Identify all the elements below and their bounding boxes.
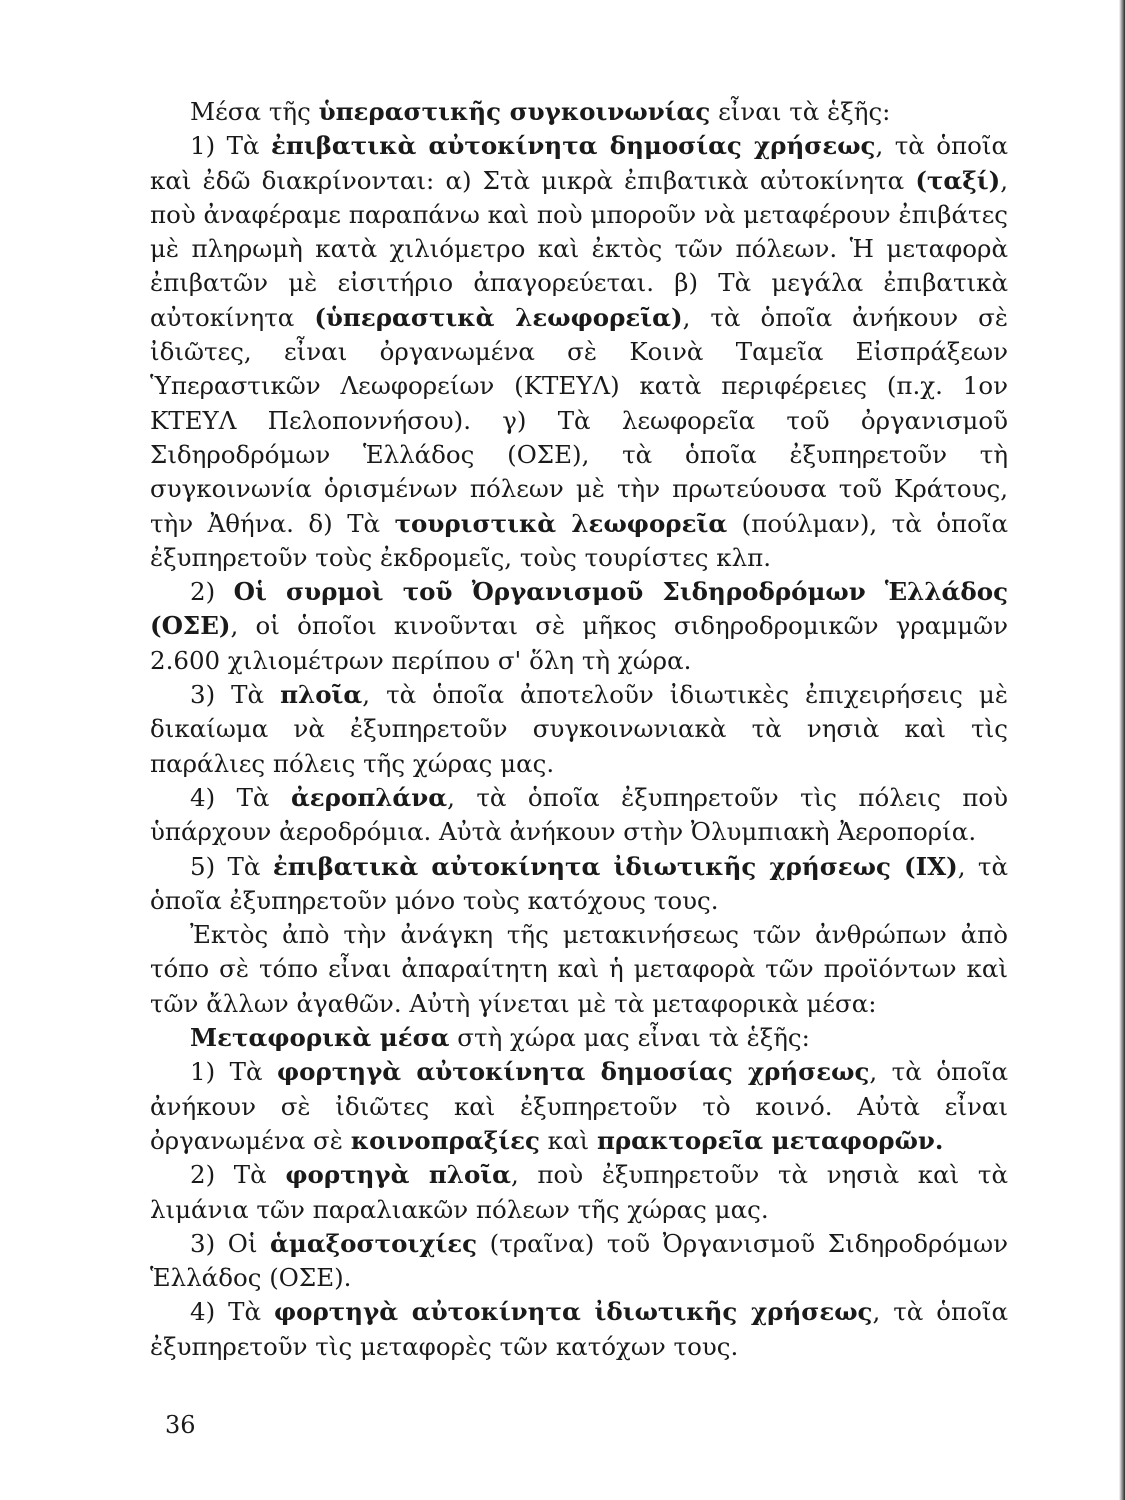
- para-passenger-1: [150, 129, 1008, 575]
- text-run: καὶ: [539, 1125, 597, 1155]
- para-passenger-3: [150, 678, 1008, 781]
- para-passenger-5: [150, 850, 1008, 919]
- text-run: εἶναι τὰ ἑξῆς:: [710, 97, 891, 126]
- text-run: , ποὺ ἀναφέραμε παραπάνω καὶ ποὺ μποροῦν νὰ μεταφέρουν ἐπιβάτες μὲ πληρωμὴ κατὰ χιλιόμετρο καὶ ἐκτὸς τῶν πόλεων. Ἡ μεταφορὰ ἐπιβατῶν μὲ εἰσιτήριο ἀπαγορεύεται. β) Τὰ μεγάλα ἐπιβατικὰ αὐτοκίνητα: [150, 165, 1008, 332]
- bold-term: τουριστικὰ λεωφορεῖα: [394, 508, 728, 538]
- para-goods-2: [150, 1158, 1008, 1227]
- text-run: , τὰ ὁποῖα ἐξυπηρετοῦν τὶς μεταφορὲς τῶν κατόχων τους.: [150, 1297, 1009, 1361]
- text-run: 2): [190, 577, 234, 607]
- bold-term: φορτηγὰ αὐτοκίνητα δημοσίας χρήσεως: [277, 1057, 870, 1087]
- text-run: , τὰ ὁποῖα ἀνήκουν σὲ ἰδιῶτες καὶ ἐξυπηρετοῦν τὸ κοινό. Αὐτὰ εἶναι ὀργανωμένα σὲ: [150, 1057, 1008, 1155]
- text-run: 5) Τὰ: [190, 851, 273, 881]
- para-goods-3: [150, 1227, 1008, 1296]
- text-run: 1) Τὰ: [190, 1057, 277, 1087]
- text-run: 4) Τὰ: [190, 1297, 274, 1327]
- page-number: 36: [165, 1411, 196, 1439]
- text-run: Μέσα τῆς: [190, 97, 319, 126]
- bold-term: ὑπεραστικῆς συγκοινωνίας: [318, 97, 711, 126]
- text-run: , τὰ ὁποῖα ἐξυπηρετοῦν μόνο τοὺς κατόχους τους.: [150, 851, 1009, 915]
- body-text: [150, 95, 1008, 1364]
- text-run: 3) Οἱ: [190, 1228, 271, 1258]
- bold-term: φορτηγὰ αὐτοκίνητα ἰδιωτικῆς χρήσεως: [273, 1297, 873, 1327]
- bold-term: Μεταφορικὰ μέσα: [190, 1023, 450, 1053]
- text-run: , οἱ ὁποῖοι κινοῦνται σὲ μῆκος σιδηροδρομικῶν γραμμῶν 2.600 χιλιομέτρων περίπου σ' ὅλη τὴ χώρα.: [150, 611, 1008, 675]
- text-run: , ποὺ ἐξυπηρετοῦν τὰ νησιὰ καὶ τὰ λιμάνια τῶν παραλιακῶν πόλεων τῆς χώρας μας.: [150, 1160, 1008, 1224]
- para-passenger-4: [150, 781, 1008, 850]
- text-run: , τὰ ὁποῖα ἀνήκουν σὲ ἰδιῶτες, εἶναι ὀργανωμένα σὲ Κοινὰ Ταμεῖα Εἰσπράξεων Ὑπεραστικῶν Λεωφορείων (ΚΤΕΥΛ) κατὰ περιφέρειες (π.χ. 1ον ΚΤΕΥΛ Πελοποννήσου). γ) Τὰ λεωφορεῖα τοῦ ὀργανισμοῦ Σιδηροδρόμων Ἑλλάδος (ΟΣΕ), τὰ ὁποῖα ἐξυπηρετοῦν τὴ συγκοινωνία ὁρισμένων πόλεων μὲ τὴν πρωτεύουσα τοῦ Κράτους, τὴν Ἀθήνα. δ) Τὰ: [150, 302, 1008, 538]
- para-goods-heading: [150, 1021, 1008, 1055]
- para-intro-passenger-media: [150, 95, 1008, 129]
- text-run: στὴ χώρα μας εἶναι τὰ ἑξῆς:: [449, 1023, 810, 1053]
- para-passenger-2: [150, 575, 1008, 678]
- text-run: 1) Τὰ: [190, 131, 271, 161]
- page-edge-shadow: [1119, 0, 1125, 1500]
- bold-term: (ὑπεραστικὰ λεωφορεῖα): [314, 302, 683, 332]
- text-run: , τὰ ὁποῖα καὶ ἐδῶ διακρίνονται: α) Στὰ μικρὰ ἐπιβατικὰ αὐτοκίνητα: [150, 131, 1009, 195]
- bold-term: πρακτορεῖα μεταφορῶν.: [596, 1125, 944, 1155]
- bold-term: Οἱ συρμοὶ τοῦ Ὀργανισμοῦ Σιδηροδρόμων Ἑλλάδος (ΟΣΕ): [150, 577, 1008, 641]
- text-run: (τραῖνα) τοῦ Ὀργανισμοῦ Σιδηροδρόμων Ἑλλάδος (ΟΣΕ).: [150, 1228, 1008, 1293]
- bold-term: (ταξί): [915, 165, 1001, 195]
- bold-term: κοινοπραξίες: [350, 1125, 540, 1155]
- para-goods-4: [150, 1295, 1008, 1364]
- bold-term: πλοῖα: [280, 680, 363, 710]
- bold-term: φορτηγὰ πλοῖα: [285, 1160, 511, 1190]
- para-goods-intro: [150, 918, 1008, 1021]
- text-run: 2) Τὰ: [190, 1160, 286, 1190]
- bold-term: ἀεροπλάνα: [290, 782, 448, 812]
- text-run: , τὰ ὁποῖα ἐξυπηρετοῦν τὶς πόλεις ποὺ ὑπάρχουν ἀεροδρόμια. Αὐτὰ ἀνήκουν στὴν Ὀλυμπιακὴ Ἀεροπορία.: [150, 782, 1008, 847]
- text-run: Ἐκτὸς ἀπὸ τὴν ἀνάγκη τῆς μετακινήσεως τῶν ἀνθρώπων ἀπὸ τόπο σὲ τόπο εἶναι ἀπαραίτητη καὶ ἡ μεταφορὰ τῶν προϊόντων καὶ τῶν ἄλλων ἀγαθῶν. Αὐτὴ γίνεται μὲ τὰ μεταφορικὰ μέσα:: [150, 920, 1008, 1018]
- text-run: 3) Τὰ: [190, 680, 281, 710]
- bold-term: ἐπιβατικὰ αὐτοκίνητα δημοσίας χρήσεως: [270, 131, 876, 161]
- text-run: 4) Τὰ: [190, 782, 291, 812]
- bold-term: ἁμαξοστοιχίες: [270, 1228, 478, 1258]
- bold-term: ἐπιβατικὰ αὐτοκίνητα ἰδιωτικῆς χρήσεως (ΙΧ): [272, 851, 958, 881]
- para-goods-1: [150, 1055, 1008, 1158]
- text-run: (πούλμαν), τὰ ὁποῖα ἐξυπηρετοῦν τοὺς ἐκδρομεῖς, τοὺς τουρίστες κλπ.: [150, 508, 1008, 572]
- text-run: , τὰ ὁποῖα ἀποτελοῦν ἰδιωτικὲς ἐπιχειρήσεις μὲ δικαίωμα νὰ ἐξυπηρετοῦν συγκοινωνιακὰ τὰ νησιὰ καὶ τὶς παράλιες πόλεις τῆς χώρας μας.: [150, 680, 1009, 778]
